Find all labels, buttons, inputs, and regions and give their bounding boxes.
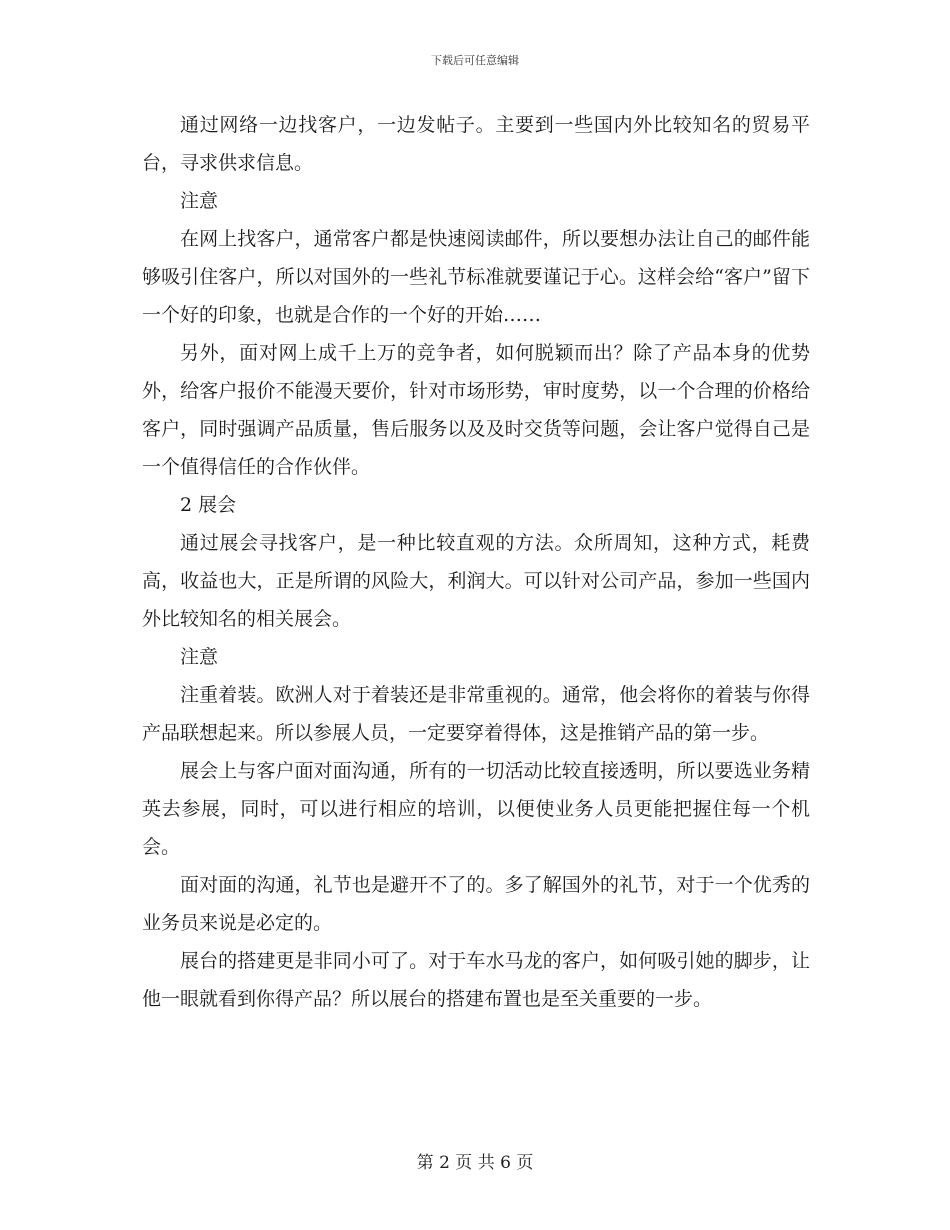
paragraph-etiquette: 面对面的沟通，礼节也是避开不了的。多了解国外的礼节，对于一个优秀的业务员来说是必定的。 <box>142 874 810 934</box>
paragraph-booth: 展台的搭建更是非同小可了。对于车水马龙的客户，如何吸引她的脚步，让他一眼就看到你得产品？所以展台的搭建布置也是至关重要的一步。 <box>142 950 810 1010</box>
page-number: 第 2 页 共 6 页 <box>416 1153 534 1173</box>
body-text <box>142 106 810 1018</box>
paragraph-note-heading-2: 注意 <box>180 646 219 668</box>
section-heading-exhibition: 2 展会 <box>180 494 237 516</box>
paragraph-note-heading: 注意 <box>180 190 219 212</box>
paragraph-email-advice: 在网上找客户，通常客户都是快速阅读邮件，所以要想办法让自己的邮件能够吸引住客户，所以对国外的一些礼节标准就要谨记于心。这样会给“客户”留下一个好的印象，也就是合作的一个好的开始…… <box>142 228 810 326</box>
paragraph-face-to-face: 展会上与客户面对面沟通，所有的一切活动比较直接透明，所以要选业务精英去参展，同时，可以进行相应的培训，以便使业务人员更能把握住每一个机会。 <box>142 760 810 858</box>
paragraph-exhibition-intro: 通过展会寻找客户，是一种比较直观的方法。众所周知，这种方式，耗费高，收益也大，正是所谓的风险大，利润大。可以针对公司产品，参加一些国内外比较知名的相关展会。 <box>142 532 810 630</box>
paragraph-competition: 另外，面对网上成千上万的竞争者，如何脱颖而出？除了产品本身的优势外，给客户报价不能漫天要价，针对市场形势，审时度势，以一个合理的价格给客户，同时强调产品质量，售后服务以及及时交货等问题，会让客户觉得自己是一个值得信任的合作伙伴。 <box>142 342 810 478</box>
paragraph-intro: 通过网络一边找客户，一边发帖子。主要到一些国内外比较知名的贸易平台，寻求供求信息。 <box>142 114 810 174</box>
page-header: 下载后可任意编辑 <box>431 54 519 67</box>
paragraph-dress: 注重着装。欧洲人对于着装还是非常重视的。通常，他会将你的着装与你得产品联想起来。所以参展人员，一定要穿着得体，这是推销产品的第一步。 <box>142 684 810 744</box>
